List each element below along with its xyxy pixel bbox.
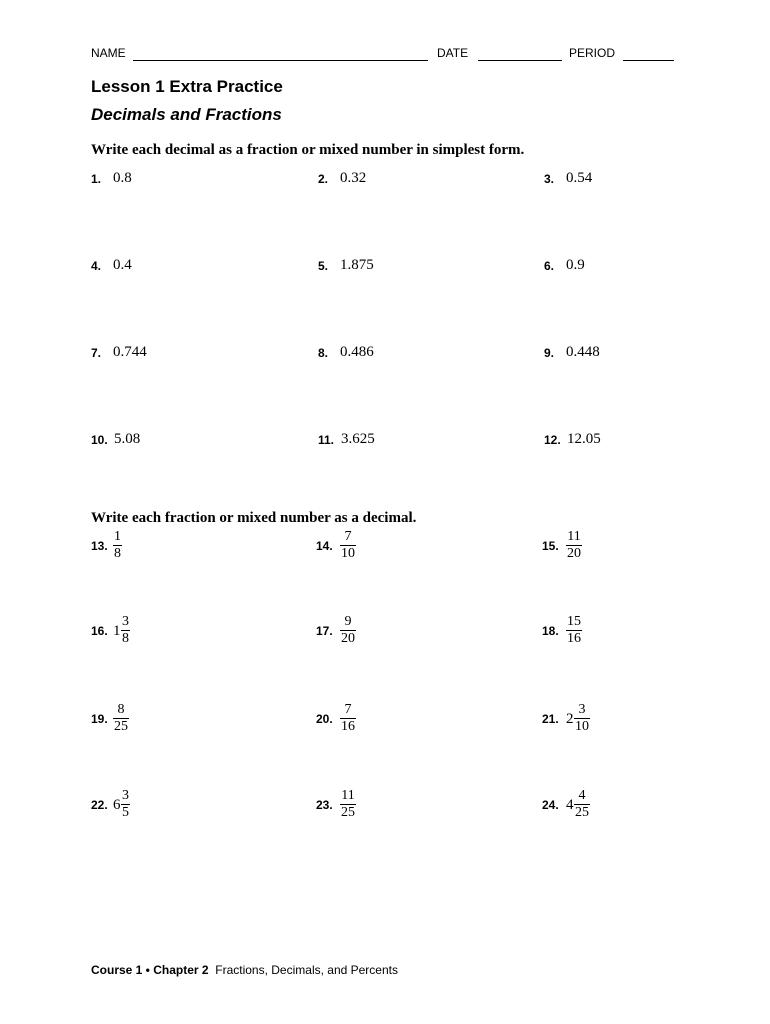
fraction-denominator: 5 — [122, 805, 129, 820]
problem-number: 21. — [542, 712, 559, 726]
fraction — [566, 615, 582, 646]
footer-chapter-title: Fractions, Decimals, and Percents — [215, 963, 398, 977]
mixed-number-whole: 4 — [566, 797, 574, 813]
fraction — [340, 703, 356, 734]
period-label: PERIOD — [569, 46, 616, 60]
problem-number: 14. — [316, 539, 333, 553]
fraction-numerator: 11 — [341, 788, 355, 803]
problem-number: 1. — [91, 172, 102, 186]
fraction — [121, 615, 130, 646]
fraction-numerator: 8 — [117, 702, 125, 717]
problem-number: 6. — [544, 259, 555, 273]
mixed-number-whole: 1 — [113, 623, 121, 639]
problem-number: 24. — [542, 798, 559, 812]
fraction-numerator: 3 — [122, 788, 129, 803]
fraction-denominator: 16 — [567, 631, 581, 646]
problem-number: 5. — [318, 259, 329, 273]
fraction-numerator: 15 — [567, 614, 581, 629]
problem-number: 22. — [91, 798, 108, 812]
problem-value: 0.9 — [566, 257, 585, 273]
name-label: NAME — [91, 46, 126, 60]
problem-value: 5.08 — [114, 431, 141, 447]
date-field[interactable] — [478, 60, 562, 61]
problem-number: 11. — [318, 433, 335, 447]
fraction — [340, 530, 356, 561]
fraction — [574, 789, 590, 820]
name-field[interactable] — [133, 60, 428, 61]
fraction-denominator: 25 — [114, 719, 128, 734]
footer-course: Course 1 • Chapter 2 — [91, 963, 209, 977]
fraction-denominator: 20 — [341, 631, 355, 646]
fraction-denominator: 25 — [575, 805, 589, 820]
fraction-numerator: 3 — [578, 702, 586, 717]
fraction — [113, 703, 129, 734]
fraction — [340, 789, 356, 820]
fraction — [113, 530, 122, 561]
fraction-numerator: 1 — [114, 529, 121, 544]
problem-value: 0.54 — [566, 170, 593, 186]
fraction-denominator: 10 — [341, 546, 355, 561]
problem-number: 8. — [318, 346, 329, 360]
problem-value: 0.486 — [340, 344, 374, 360]
fraction-denominator: 20 — [567, 546, 581, 561]
problem-number: 20. — [316, 712, 333, 726]
fraction-denominator: 8 — [122, 631, 129, 646]
problem-value: 3.625 — [341, 431, 375, 447]
fraction-numerator: 7 — [344, 702, 352, 717]
fraction-numerator: 3 — [122, 614, 129, 629]
fraction — [574, 703, 590, 734]
problem-number: 4. — [91, 259, 102, 273]
fraction-numerator: 9 — [344, 614, 352, 629]
period-field[interactable] — [623, 60, 674, 61]
problem-number: 2. — [318, 172, 329, 186]
lesson-title: Lesson 1 Extra Practice — [91, 77, 283, 96]
problem-value: 0.8 — [113, 170, 132, 186]
fraction-numerator: 4 — [578, 788, 586, 803]
problem-number: 7. — [91, 346, 102, 360]
date-label: DATE — [437, 46, 469, 60]
problem-value: 0.4 — [113, 257, 132, 273]
problem-number: 3. — [544, 172, 555, 186]
problem-number: 17. — [316, 624, 333, 638]
problem-value: 0.32 — [340, 170, 367, 186]
page-footer — [91, 963, 398, 977]
problem-number: 9. — [544, 346, 555, 360]
fraction-denominator: 8 — [114, 546, 121, 561]
fraction — [121, 789, 130, 820]
problem-number: 16. — [91, 624, 108, 638]
lesson-subtitle: Decimals and Fractions — [91, 105, 282, 124]
problem-number: 10. — [91, 433, 108, 447]
problem-number: 15. — [542, 539, 559, 553]
section1-instruction: Write each decimal as a fraction or mixed number in simplest form. — [91, 142, 525, 158]
problem-number: 18. — [542, 624, 559, 638]
problem-number: 12. — [544, 433, 561, 447]
fraction-denominator: 10 — [575, 719, 589, 734]
fraction-denominator: 16 — [341, 719, 355, 734]
problem-value: 1.875 — [340, 257, 374, 273]
mixed-number-whole: 2 — [566, 711, 574, 727]
problem-number: 13. — [91, 539, 108, 553]
mixed-number-whole: 6 — [113, 797, 121, 813]
problem-value: 0.744 — [113, 344, 147, 360]
problem-value: 0.448 — [566, 344, 600, 360]
problem-value: 12.05 — [567, 431, 601, 447]
problem-number: 23. — [316, 798, 333, 812]
fraction-numerator: 11 — [567, 529, 581, 544]
fraction-numerator: 7 — [344, 529, 352, 544]
section2-instruction: Write each fraction or mixed number as a decimal. — [91, 510, 417, 526]
fraction — [566, 530, 582, 561]
fraction-denominator: 25 — [341, 805, 355, 820]
fraction — [340, 615, 356, 646]
problem-number: 19. — [91, 712, 108, 726]
